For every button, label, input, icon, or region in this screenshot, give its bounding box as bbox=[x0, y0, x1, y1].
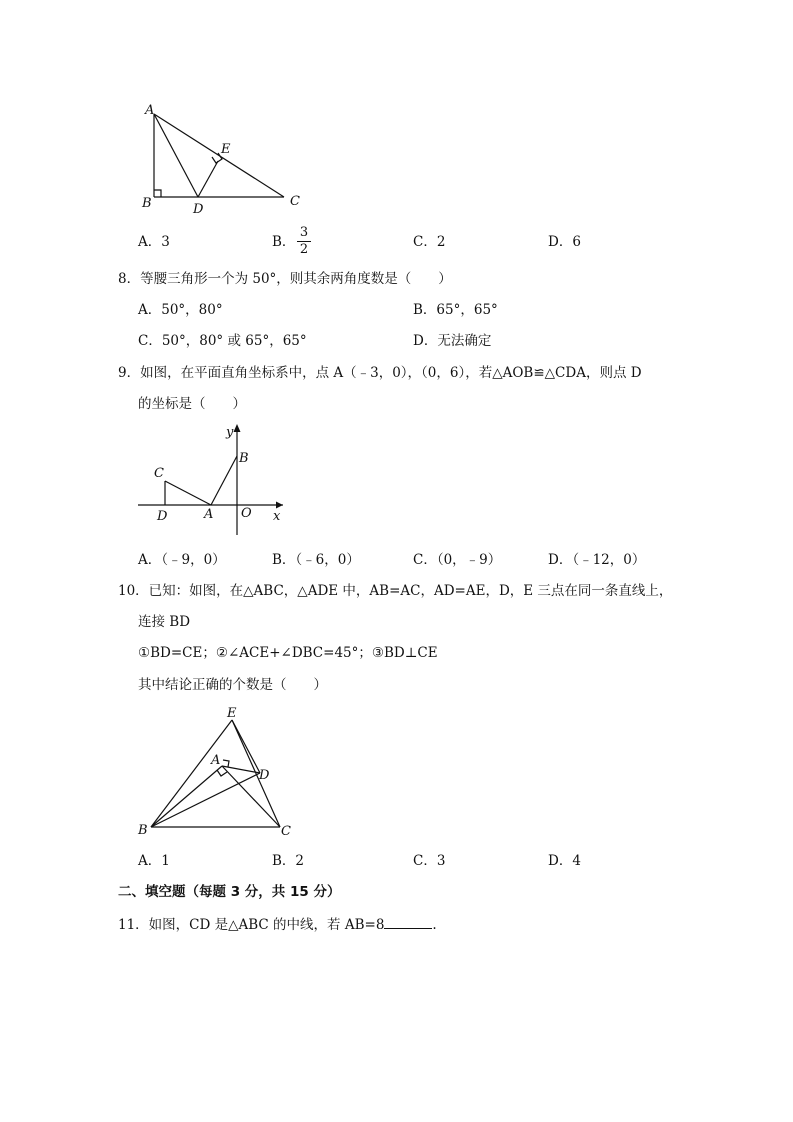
q7-figure bbox=[130, 100, 310, 215]
q10-figure bbox=[135, 700, 305, 840]
q11-end: . bbox=[432, 917, 437, 933]
q7-option-d: D．6 bbox=[548, 234, 581, 250]
q9-label-D: D bbox=[157, 509, 168, 524]
q10-label-D: D bbox=[259, 768, 270, 783]
section-2-heading: 二、填空题（每题 3 分，共 15 分） bbox=[118, 884, 341, 900]
q8-option-c: C．50°，80° 或 65°，65° bbox=[138, 333, 307, 349]
q11-answer-blank[interactable] bbox=[384, 916, 432, 929]
q9-option-a: A．（﹣9，0） bbox=[138, 552, 226, 568]
q10-conclusions: ①BD=CE；②∠ACE+∠DBC=45°；③BD⊥CE bbox=[138, 645, 438, 661]
q10-label-B: B bbox=[138, 823, 148, 838]
q9-figure bbox=[135, 420, 295, 540]
q10-label-E: E bbox=[227, 706, 237, 721]
q9-label-C: C bbox=[154, 466, 164, 481]
q7-option-b-numerator: 3 bbox=[299, 225, 309, 240]
q8-option-a: A．50°，80° bbox=[138, 302, 223, 318]
q7-label-C: C bbox=[290, 194, 300, 209]
q10-option-c: C．3 bbox=[413, 853, 446, 869]
q10-stem-line3: 其中结论正确的个数是（ ） bbox=[138, 677, 327, 693]
q8-option-d: D．无法确定 bbox=[413, 333, 492, 349]
q9-stem-line1: 9．如图，在平面直角坐标系中，点 A（﹣3，0），（0，6），若△AOB≌△CDA，则点 D bbox=[118, 365, 642, 381]
q7-option-c: C．2 bbox=[413, 234, 446, 250]
q8-option-b: B．65°，65° bbox=[413, 302, 498, 318]
q10-option-b: B．2 bbox=[272, 853, 305, 869]
q10-label-A: A bbox=[211, 753, 221, 768]
q7-option-a: A．3 bbox=[138, 234, 170, 250]
q7-option-b-denominator: 2 bbox=[299, 242, 309, 257]
q9-option-d: D．（﹣12，0） bbox=[548, 552, 646, 568]
q9-label-B: B bbox=[239, 451, 249, 466]
q8-stem: 8．等腰三角形一个为 50°，则其余两角度数是（ ） bbox=[118, 271, 452, 287]
q10-label-C: C bbox=[281, 824, 291, 839]
q9-option-c: C．（0，﹣9） bbox=[413, 552, 502, 568]
q10-option-d: D．4 bbox=[548, 853, 581, 869]
q9-label-y: y bbox=[226, 425, 234, 440]
q10-stem-line1: 10．已知：如图，在△ABC，△ADE 中，AB=AC，AD=AE，D，E 三点在同一条直线上， bbox=[118, 583, 673, 599]
q11-row bbox=[118, 916, 437, 933]
q11-stem: 11．如图，CD 是△ABC 的中线，若 AB=8 bbox=[118, 917, 385, 933]
q7-label-B: B bbox=[142, 196, 152, 211]
q9-label-A: A bbox=[204, 507, 214, 522]
q9-stem-line2: 的坐标是（ ） bbox=[138, 396, 246, 412]
q7-label-A: A bbox=[145, 103, 155, 118]
q7-option-b-prefix: B． bbox=[272, 234, 296, 250]
q9-label-O: O bbox=[241, 506, 252, 521]
q9-label-x: x bbox=[273, 509, 281, 524]
q7-label-D: D bbox=[193, 202, 204, 217]
q10-stem-line2: 连接 BD bbox=[138, 614, 191, 630]
q10-option-a: A．1 bbox=[138, 853, 170, 869]
q9-option-b: B．（﹣6，0） bbox=[272, 552, 360, 568]
q7-option-b-fraction bbox=[297, 226, 311, 257]
q7-label-E: E bbox=[221, 142, 231, 157]
